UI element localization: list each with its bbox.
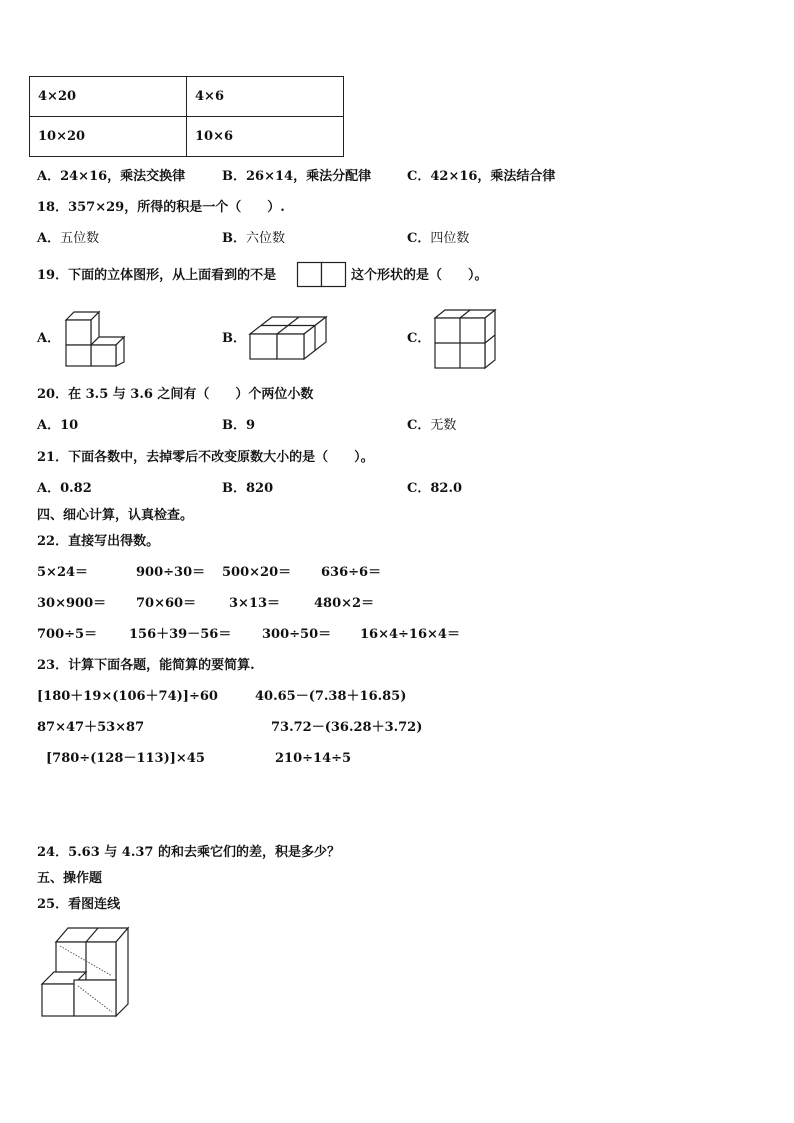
option-letter: C．	[407, 231, 431, 246]
product-table	[29, 76, 344, 157]
option-letter: B．	[222, 418, 246, 433]
calc-item: 700÷5＝	[37, 627, 98, 642]
q21-option-c[interactable]	[407, 481, 462, 497]
calc-item: 900÷30＝	[136, 565, 206, 580]
option-text: 820	[246, 481, 274, 496]
question-18-stem: 18．357×29，所得的积是一个（ ）.	[37, 200, 285, 215]
calc-item: 3×13＝	[229, 596, 281, 611]
calc-expression: [180＋19×(106＋74)]÷60	[37, 689, 218, 704]
table-cell: 4×6	[187, 77, 344, 117]
table-cell: 10×20	[30, 117, 187, 157]
option-letter: C．	[407, 169, 431, 184]
calc-expression: 40.65－(7.38＋16.85)	[255, 689, 407, 704]
question-19-stem-before: 19．下面的立体图形，从上面看到的不是	[37, 268, 277, 283]
calc-item: 500×20＝	[222, 565, 292, 580]
question-20-stem: 20．在 3.5 与 3.6 之间有（ ）个两位小数	[37, 387, 314, 402]
option-letter: A．	[37, 331, 61, 346]
q18-option-a[interactable]	[37, 231, 99, 247]
option-text: 24×16，乘法交换律	[60, 169, 186, 184]
option-text: 无数	[430, 418, 457, 433]
option-letter: C．	[407, 331, 431, 346]
q18-option-b[interactable]	[222, 231, 285, 247]
two-square-shape-icon	[297, 262, 347, 288]
option-text: 26×14，乘法分配律	[246, 169, 372, 184]
q17-option-c[interactable]	[407, 169, 555, 185]
q19-option-b[interactable]	[222, 331, 246, 347]
option-letter: A．	[37, 169, 61, 184]
q20-option-b[interactable]	[222, 418, 255, 434]
option-text: 五位数	[60, 231, 100, 246]
option-letter: B．	[222, 481, 246, 496]
calc-item: 300÷50＝	[262, 627, 332, 642]
cube-connect-figure-icon	[38, 922, 134, 1022]
calc-expression: 210÷14÷5	[275, 751, 352, 766]
table-row	[30, 77, 344, 117]
calc-item: 70×60＝	[136, 596, 197, 611]
section-5-heading: 五、操作题	[37, 871, 103, 886]
q17-option-b[interactable]	[222, 169, 371, 185]
calc-item: 480×2＝	[314, 596, 375, 611]
option-letter: B．	[222, 169, 246, 184]
calc-item: 636÷6＝	[321, 565, 382, 580]
option-letter: C．	[407, 481, 431, 496]
option-letter: B．	[222, 331, 246, 346]
section-4-heading: 四、细心计算，认真检查。	[37, 508, 194, 523]
option-letter: B．	[222, 231, 246, 246]
option-letter: A．	[37, 481, 61, 496]
q20-option-a[interactable]	[37, 418, 78, 434]
option-letter: A．	[37, 231, 61, 246]
cube-figure-b-icon	[248, 314, 330, 362]
question-22-stem: 22．直接写出得数。	[37, 534, 160, 549]
q18-option-c[interactable]	[407, 231, 469, 247]
calc-item: 5×24＝	[37, 565, 89, 580]
calc-expression: 73.72－(36.28＋3.72)	[271, 720, 423, 735]
cube-figure-a-icon	[64, 308, 128, 368]
q17-option-a[interactable]	[37, 169, 185, 185]
calc-item: 156＋39－56＝	[129, 627, 232, 642]
calc-item: 16×4÷16×4＝	[360, 627, 460, 642]
option-text: 82.0	[430, 481, 463, 496]
calc-expression: [780÷(128－113)]×45	[46, 751, 205, 766]
q19-option-a[interactable]	[37, 331, 60, 347]
table-row	[30, 117, 344, 157]
option-letter: A．	[37, 418, 61, 433]
q19-option-c[interactable]	[407, 331, 430, 347]
option-text: 四位数	[430, 231, 470, 246]
option-text: 10	[60, 418, 79, 433]
option-text: 0.82	[60, 481, 92, 496]
option-text: 9	[246, 418, 256, 433]
question-23-stem: 23．计算下面各题，能简算的要简算.	[37, 658, 255, 673]
question-19-stem-after: 这个形状的是（ ）。	[351, 268, 488, 283]
question-25-stem: 25．看图连线	[37, 897, 121, 912]
calc-expression: 87×47＋53×87	[37, 720, 145, 735]
cube-figure-c-icon	[433, 308, 499, 370]
option-text: 六位数	[246, 231, 286, 246]
option-letter: C．	[407, 418, 431, 433]
option-text: 42×16，乘法结合律	[430, 169, 556, 184]
q21-option-b[interactable]	[222, 481, 273, 497]
q21-option-a[interactable]	[37, 481, 92, 497]
question-24-stem: 24．5.63 与 4.37 的和去乘它们的差，积是多少？	[37, 845, 340, 860]
calc-item: 30×900＝	[37, 596, 107, 611]
q20-option-c[interactable]	[407, 418, 456, 434]
table-cell: 4×20	[30, 77, 187, 117]
table-cell: 10×6	[187, 117, 344, 157]
question-21-stem: 21．下面各数中，去掉零后不改变原数大小的是（ ）。	[37, 450, 374, 465]
